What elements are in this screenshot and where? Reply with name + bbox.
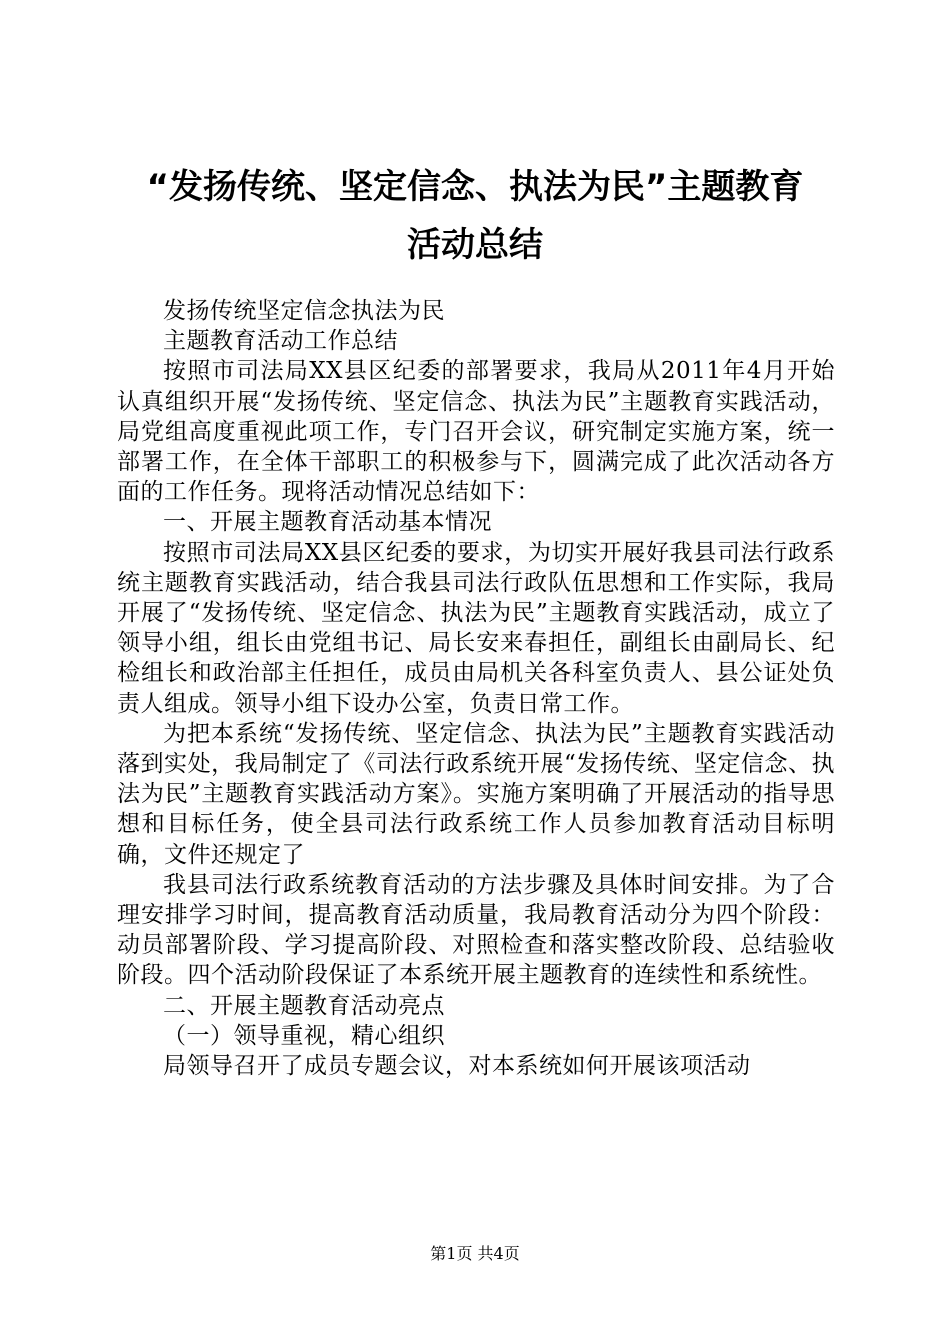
document-body [117,296,835,1081]
paragraph-intro: 按照市司法局XX县区纪委的部署要求，我局从2011年4月开始认真组织开展“发扬传统、坚定信念、执法为民”主题教育实践活动，局党组高度重视此项工作，专门召开会议，研究制定实施方案，统一部署工作，在全体干部职工的积极参与下，圆满完成了此次活动各方面的工作任务。现将活动情况总结如下： [117,358,835,506]
subsection-heading: （一）领导重视，精心组织 [163,1022,445,1049]
title-line-1: “发扬传统、坚定信念、执法为民”主题教育 [146,167,804,207]
document-title [100,158,850,274]
page-number: 第1页 共4页 [430,1244,520,1263]
paragraph: 按照市司法局XX县区纪委的要求，为切实开展好我县司法行政系统主题教育实践活动，结合我县司法行政队伍思想和工作实际，我局开展了“发扬传统、坚定信念、执法为民”主题教育实践活动，成立了领导小组，组长由党组书记、局长安来春担任，副组长由副局长、纪检组长和政治部主任担任，成员由局机关各科室负责人、县公证处负责人组成。领导小组下设办公室，负责日常工作。 [117,539,835,717]
paragraph: 为把本系统“发扬传统、坚定信念、执法为民”主题教育实践活动落到实处，我局制定了《司法行政系统开展“发扬传统、坚定信念、执法为民”主题教育实践活动方案》。实施方案明确了开展活动的指导思想和目标任务，使全县司法行政系统工作人员参加教育活动目标明确，文件还规定了 [117,720,835,868]
subtitle-line-1: 发扬传统坚定信念执法为民 [163,298,445,324]
section-heading-2: 二、开展主题教育活动亮点 [163,992,445,1019]
page-footer [0,1244,950,1264]
paragraph: 局领导召开了成员专题会议，对本系统如何开展该项活动 [163,1053,751,1080]
title-line-2: 活动总结 [407,225,543,265]
section-heading-1: 一、开展主题教育活动基本情况 [163,509,492,536]
paragraph: 我县司法行政系统教育活动的方法步骤及具体时间安排。为了合理安排学习时间，提高教育活动质量，我局教育活动分为四个阶段：动员部署阶段、学习提高阶段、对照检查和落实整改阶段、总结验收阶段。四个活动阶段保证了本系统开展主题教育的连续性和系统性。 [117,871,835,989]
subtitle-line-2: 主题教育活动工作总结 [163,328,398,355]
